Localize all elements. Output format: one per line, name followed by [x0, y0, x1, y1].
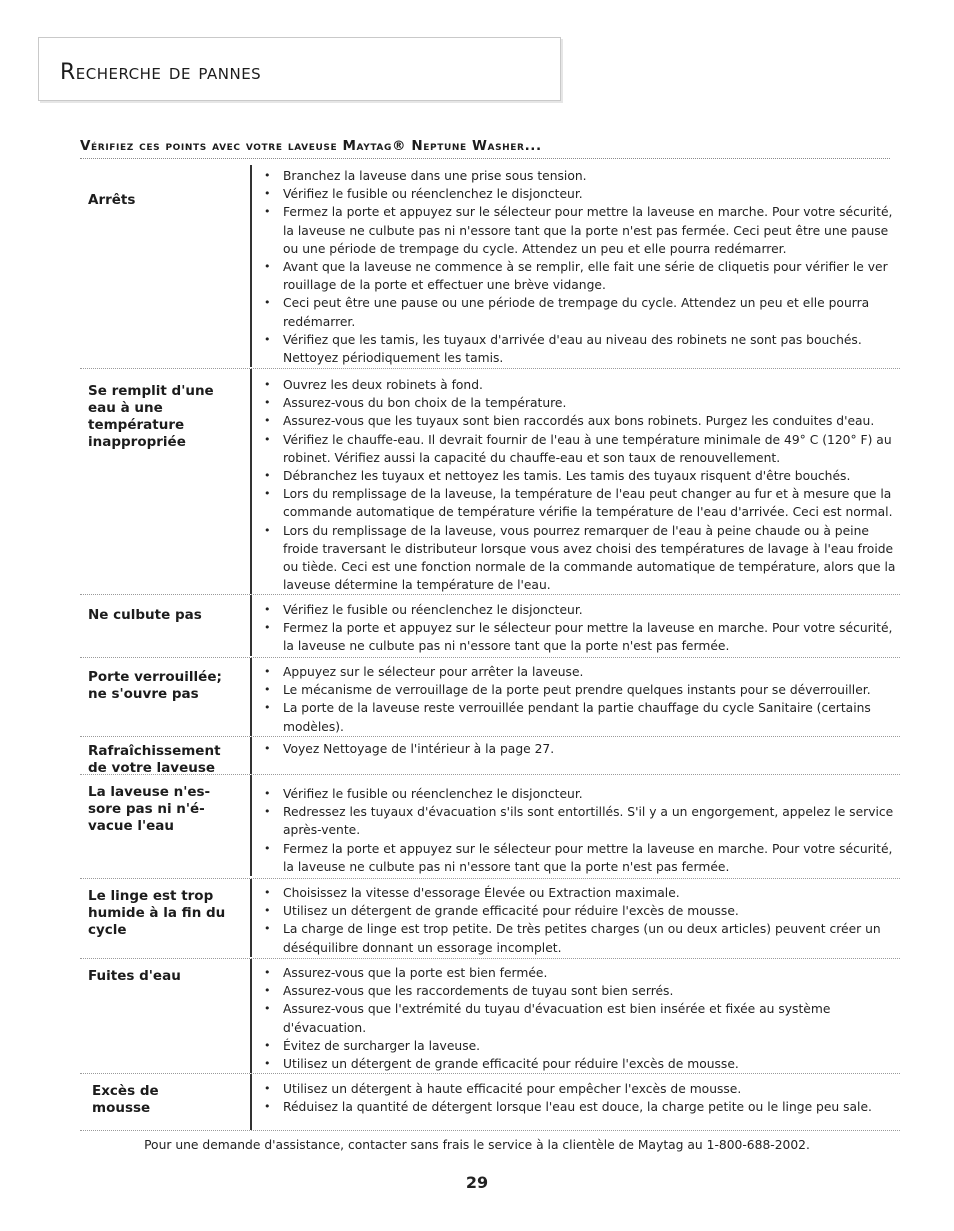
- list-item: • Vérifiez le chauffe-eau. Il devrait fournir de l'eau à une température minimale de 49° C (120° F) au robinet. Vérifiez aussi la capacité du chauffe-eau et son taux de renouvellement.: [264, 431, 900, 467]
- list-item: • Fermez la porte et appuyez sur le sélecteur pour mettre la laveuse en marche. Pour votre sécurité, la laveuse ne culbute pas ni n'essore tant que la porte n'est pas fermée.: [264, 840, 900, 876]
- list-item: • Vérifiez le fusible ou réenclenchez le disjoncteur.: [264, 785, 900, 803]
- problem-label: Se remplit d'une eau à une température inappropriée: [88, 383, 214, 450]
- problem-label: Arrêts: [88, 192, 136, 208]
- table-row: [80, 165, 900, 369]
- list-item: • Assurez-vous du bon choix de la température.: [264, 394, 900, 412]
- list-item: • Ceci peut être une pause ou une période de trempage du cycle. Attendez un peu et elle pourra redémarrer.: [264, 294, 900, 330]
- problem-label: Excès de mousse: [92, 1083, 159, 1116]
- list-item: • Choisissez la vitesse d'essorage Élevée ou Extraction maximale.: [264, 884, 900, 902]
- table-row: [80, 595, 900, 658]
- support-contact: Pour une demande d'assistance, contacter sans frais le service à la clientèle de Maytag au 1-800-688-2002.: [144, 1138, 810, 1152]
- list-item: • La charge de linge est trop petite. De très petites charges (un ou deux articles) peuvent créer un déséquilibre donnant un essorage incomplet.: [264, 920, 900, 956]
- list-item: • Lors du remplissage de la laveuse, vous pourrez remarquer de l'eau à peine chaude ou à peine froide traversant le distributeur lorsque vous avez choisi des températures de lavage à l'eau froide ou tiède. Ceci est une fonction normale de la commande automatique de température, alors que la laveuse détermine la température de l'eau.: [264, 522, 900, 595]
- table-row: [80, 879, 900, 959]
- list-item: • Voyez Nettoyage de l'intérieur à la page 27.: [264, 740, 900, 758]
- solution-list: [250, 369, 900, 594]
- list-item: • Assurez-vous que les tuyaux sont bien raccordés aux bons robinets. Purgez les conduites d'eau.: [264, 412, 900, 430]
- table-row: [80, 775, 900, 879]
- list-item: • Lors du remplissage de la laveuse, la température de l'eau peut changer au fur et à mesure que la commande automatique de température vérifie la température de l'eau d'arrivée. Ceci est normal.: [264, 485, 900, 521]
- solution-list: [250, 737, 900, 774]
- list-item: • Évitez de surcharger la laveuse.: [264, 1037, 900, 1055]
- solution-list: [250, 959, 900, 1073]
- page-title: Recherche de pannes: [60, 60, 262, 85]
- top-divider: [80, 158, 890, 159]
- list-item: • Vérifiez que les tamis, les tuyaux d'arrivée d'eau au niveau des robinets ne sont pas bouchés. Nettoyez périodiquement les tamis.: [264, 331, 900, 367]
- list-item: • Assurez-vous que les raccordements de tuyau sont bien serrés.: [264, 982, 900, 1000]
- list-item: • Réduisez la quantité de détergent lorsque l'eau est douce, la charge petite ou le linge peu sale.: [264, 1098, 900, 1116]
- list-item: • Vérifiez le fusible ou réenclenchez le disjoncteur.: [264, 185, 900, 203]
- solution-list: [250, 879, 900, 957]
- list-item: • Utilisez un détergent de grande efficacité pour réduire l'excès de mousse.: [264, 902, 900, 920]
- solution-list: [250, 775, 900, 876]
- solution-list: [250, 165, 900, 367]
- list-item: • Ouvrez les deux robinets à fond.: [264, 376, 900, 394]
- list-item: • Branchez la laveuse dans une prise sous tension.: [264, 167, 900, 185]
- list-item: • Débranchez les tuyaux et nettoyez les tamis. Les tamis des tuyaux risquent d'être bouchés.: [264, 467, 900, 485]
- table-row: [80, 959, 900, 1074]
- list-item: • Vérifiez le fusible ou réenclenchez le disjoncteur.: [264, 601, 900, 619]
- problem-label: Rafraîchissement de votre laveuse: [88, 743, 221, 776]
- list-item: • Utilisez un détergent de grande efficacité pour réduire l'excès de mousse.: [264, 1055, 900, 1073]
- list-item: • Fermez la porte et appuyez sur le sélecteur pour mettre la laveuse en marche. Pour votre sécurité, la laveuse ne culbute pas ni n'essore tant que la porte n'est pas fermée. Ceci peut être une pause ou une période de trempage du cycle. Attendez un peu et elle pourra redémarrer.: [264, 203, 900, 258]
- table-row: [80, 1074, 900, 1131]
- table-row: [80, 737, 900, 775]
- page-number: 29: [465, 1173, 489, 1192]
- list-item: • Appuyez sur le sélecteur pour arrêter la laveuse.: [264, 663, 900, 681]
- troubleshooting-table: [80, 165, 900, 1131]
- list-item: • Avant que la laveuse ne commence à se remplir, elle fait une série de cliquetis pour vérifier le ver rouillage de la porte et effectuer une brève vidange.: [264, 258, 900, 294]
- problem-label: Porte verrouillée; ne s'ouvre pas: [88, 669, 222, 702]
- problem-label: Le linge est trop humide à la fin du cycle: [88, 888, 226, 938]
- list-item: • La porte de la laveuse reste verrouillée pendant la partie chauffage du cycle Sanitaire (certains modèles).: [264, 699, 900, 735]
- list-item: • Assurez-vous que la porte est bien fermée.: [264, 964, 900, 982]
- solution-list: [250, 595, 900, 656]
- list-item: • Assurez-vous que l'extrémité du tuyau d'évacuation est bien insérée et fixée au système d'évacuation.: [264, 1000, 900, 1036]
- table-row: [80, 369, 900, 595]
- table-row: [80, 658, 900, 737]
- problem-label: Fuites d'eau: [88, 968, 181, 984]
- problem-label: Ne culbute pas: [88, 607, 202, 623]
- list-item: • Utilisez un détergent à haute efficacité pour empêcher l'excès de mousse.: [264, 1080, 900, 1098]
- solution-list: [250, 1074, 900, 1130]
- list-item: • Le mécanisme de verrouillage de la porte peut prendre quelques instants pour se déverrouiller.: [264, 681, 900, 699]
- problem-label: La laveuse n'es-sore pas ni n'é-vacue l'eau: [88, 784, 211, 834]
- section-subtitle: Vérifiez ces points avec votre laveuse Maytag® Neptune Washer...: [80, 138, 542, 154]
- solution-list: [250, 658, 900, 736]
- list-item: • Redressez les tuyaux d'évacuation s'ils sont entortillés. S'il y a un engorgement, appelez le service après-vente.: [264, 803, 900, 839]
- list-item: • Fermez la porte et appuyez sur le sélecteur pour mettre la laveuse en marche. Pour votre sécurité, la laveuse ne culbute pas ni n'essore tant que la porte n'est pas fermée.: [264, 619, 900, 655]
